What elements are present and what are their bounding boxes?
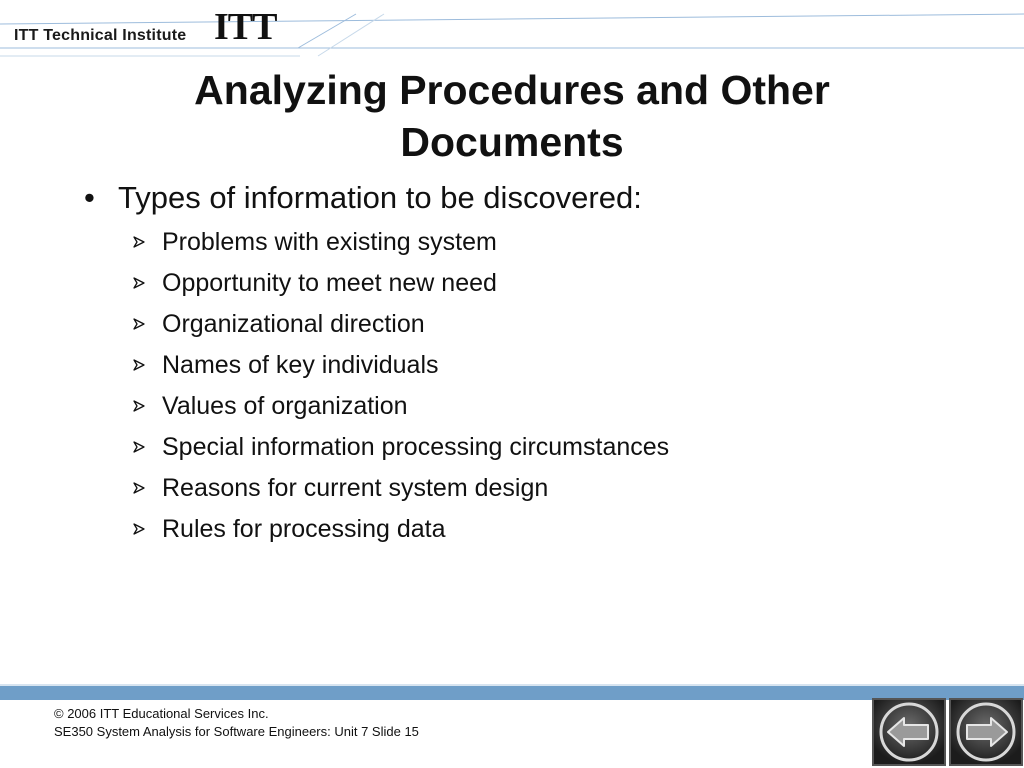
sub-bullet-item	[132, 388, 952, 429]
arrowhead-bullet-icon	[132, 481, 146, 495]
sub-bullet-item	[132, 265, 952, 306]
sub-bullet-item	[132, 511, 952, 552]
next-slide-button[interactable]	[949, 698, 1023, 766]
slide-title-line-1: Analyzing Procedures and Other	[194, 67, 830, 113]
arrow-left-icon	[874, 700, 944, 764]
main-bullet	[84, 178, 944, 218]
sub-bullet-text: Names of key individuals	[162, 351, 439, 379]
bullet-dot-icon: •	[84, 180, 95, 215]
header-logo-strip	[0, 0, 1024, 60]
sub-bullet-item	[132, 347, 952, 388]
sub-bullet-text: Problems with existing system	[162, 228, 497, 256]
arrowhead-bullet-icon	[132, 399, 146, 413]
arrow-right-icon	[951, 700, 1021, 764]
sub-bullet-item	[132, 306, 952, 347]
footer-bar	[0, 686, 1024, 700]
arrowhead-bullet-icon	[132, 276, 146, 290]
footer-copyright: © 2006 ITT Educational Services Inc.	[54, 706, 269, 721]
arrowhead-bullet-icon	[132, 235, 146, 249]
sub-bullet-text: Rules for processing data	[162, 515, 446, 543]
sub-bullet-item	[132, 429, 952, 470]
arrowhead-bullet-icon	[132, 522, 146, 536]
footer-course-info: SE350 System Analysis for Software Engineers: Unit 7 Slide 15	[54, 724, 419, 739]
slide-title	[112, 64, 912, 168]
sub-bullet-item	[132, 470, 952, 511]
arrowhead-bullet-icon	[132, 317, 146, 331]
sub-bullet-item	[132, 224, 952, 265]
sub-bullet-text: Special information processing circumstances	[162, 433, 670, 461]
sub-bullet-text: Reasons for current system design	[162, 474, 549, 502]
sub-bullet-text: Opportunity to meet new need	[162, 269, 497, 297]
sub-bullet-list	[132, 224, 952, 552]
arrowhead-bullet-icon	[132, 358, 146, 372]
main-bullet-text: Types of information to be discovered:	[118, 180, 642, 215]
logo-text: ITT Technical Institute	[14, 27, 187, 44]
sub-bullet-text: Values of organization	[162, 392, 408, 420]
previous-slide-button[interactable]	[872, 698, 946, 766]
itt-logo-mark: ITT	[214, 6, 277, 48]
sub-bullet-text: Organizational direction	[162, 310, 425, 338]
slide-title-line-2: Documents	[400, 119, 624, 165]
arrowhead-bullet-icon	[132, 440, 146, 454]
